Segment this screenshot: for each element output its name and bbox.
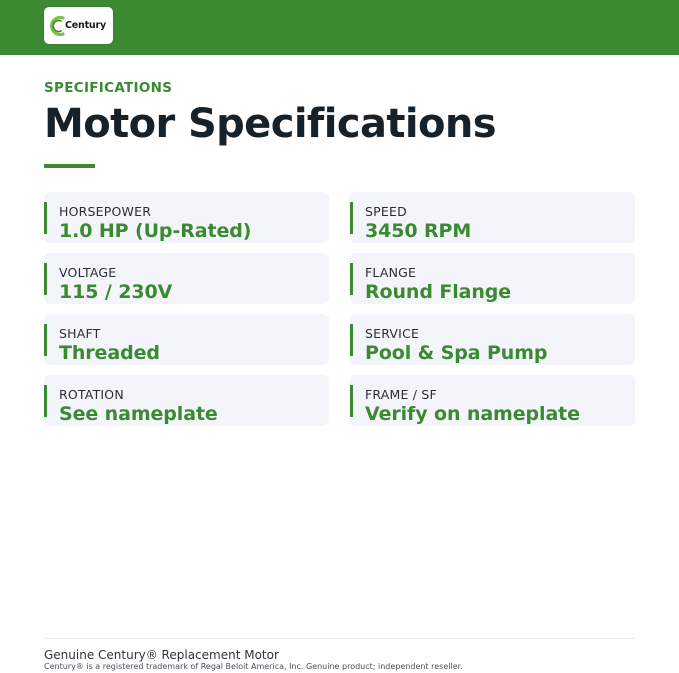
spec-value: Round Flange <box>365 281 512 303</box>
spec-card-shaft <box>44 314 329 365</box>
spec-value: Pool & Spa Pump <box>365 342 548 364</box>
spec-label: FRAME / SF <box>365 387 437 402</box>
spec-label: VOLTAGE <box>59 265 117 280</box>
card-accent-bar <box>350 263 353 295</box>
trademark-note: Century® is a registered trademark of Regal Beloit America, Inc. Genuine product; independent reseller. <box>44 662 463 671</box>
spec-value: See nameplate <box>59 403 218 425</box>
spec-value: 1.0 HP (Up-Rated) <box>59 220 252 242</box>
card-accent-bar <box>44 202 47 234</box>
logo-wordmark: Century <box>65 20 106 31</box>
title-accent-rule <box>44 164 95 168</box>
card-accent-bar <box>350 202 353 234</box>
spec-card-rotation <box>44 375 329 426</box>
section-eyebrow: SPECIFICATIONS <box>44 80 173 96</box>
spec-label: SHAFT <box>59 326 101 341</box>
spec-card-horsepower <box>44 192 329 243</box>
spec-card-frame-sf <box>350 375 635 426</box>
card-accent-bar <box>350 324 353 356</box>
spec-value: 115 / 230V <box>59 281 173 303</box>
spec-value: 3450 RPM <box>365 220 472 242</box>
footer-title: Genuine Century® Replacement Motor <box>44 648 279 662</box>
page-title: Motor Specifications <box>44 101 496 147</box>
spec-card-voltage <box>44 253 329 304</box>
spec-label: FLANGE <box>365 265 417 280</box>
spec-card-flange <box>350 253 635 304</box>
spec-card-service <box>350 314 635 365</box>
card-accent-bar <box>44 324 47 356</box>
spec-value: Verify on nameplate <box>365 403 580 425</box>
footer-divider <box>44 638 635 639</box>
card-accent-bar <box>350 385 353 417</box>
spec-value: Threaded <box>59 342 160 364</box>
century-logo <box>44 7 113 44</box>
spec-label: HORSEPOWER <box>59 204 152 219</box>
spec-grid <box>44 192 635 428</box>
spec-label: SERVICE <box>365 326 420 341</box>
spec-label: ROTATION <box>59 387 124 402</box>
card-accent-bar <box>44 263 47 295</box>
spec-label: SPEED <box>365 204 407 219</box>
card-accent-bar <box>44 385 47 417</box>
spec-card-speed <box>350 192 635 243</box>
brand-header-bar <box>0 0 679 55</box>
